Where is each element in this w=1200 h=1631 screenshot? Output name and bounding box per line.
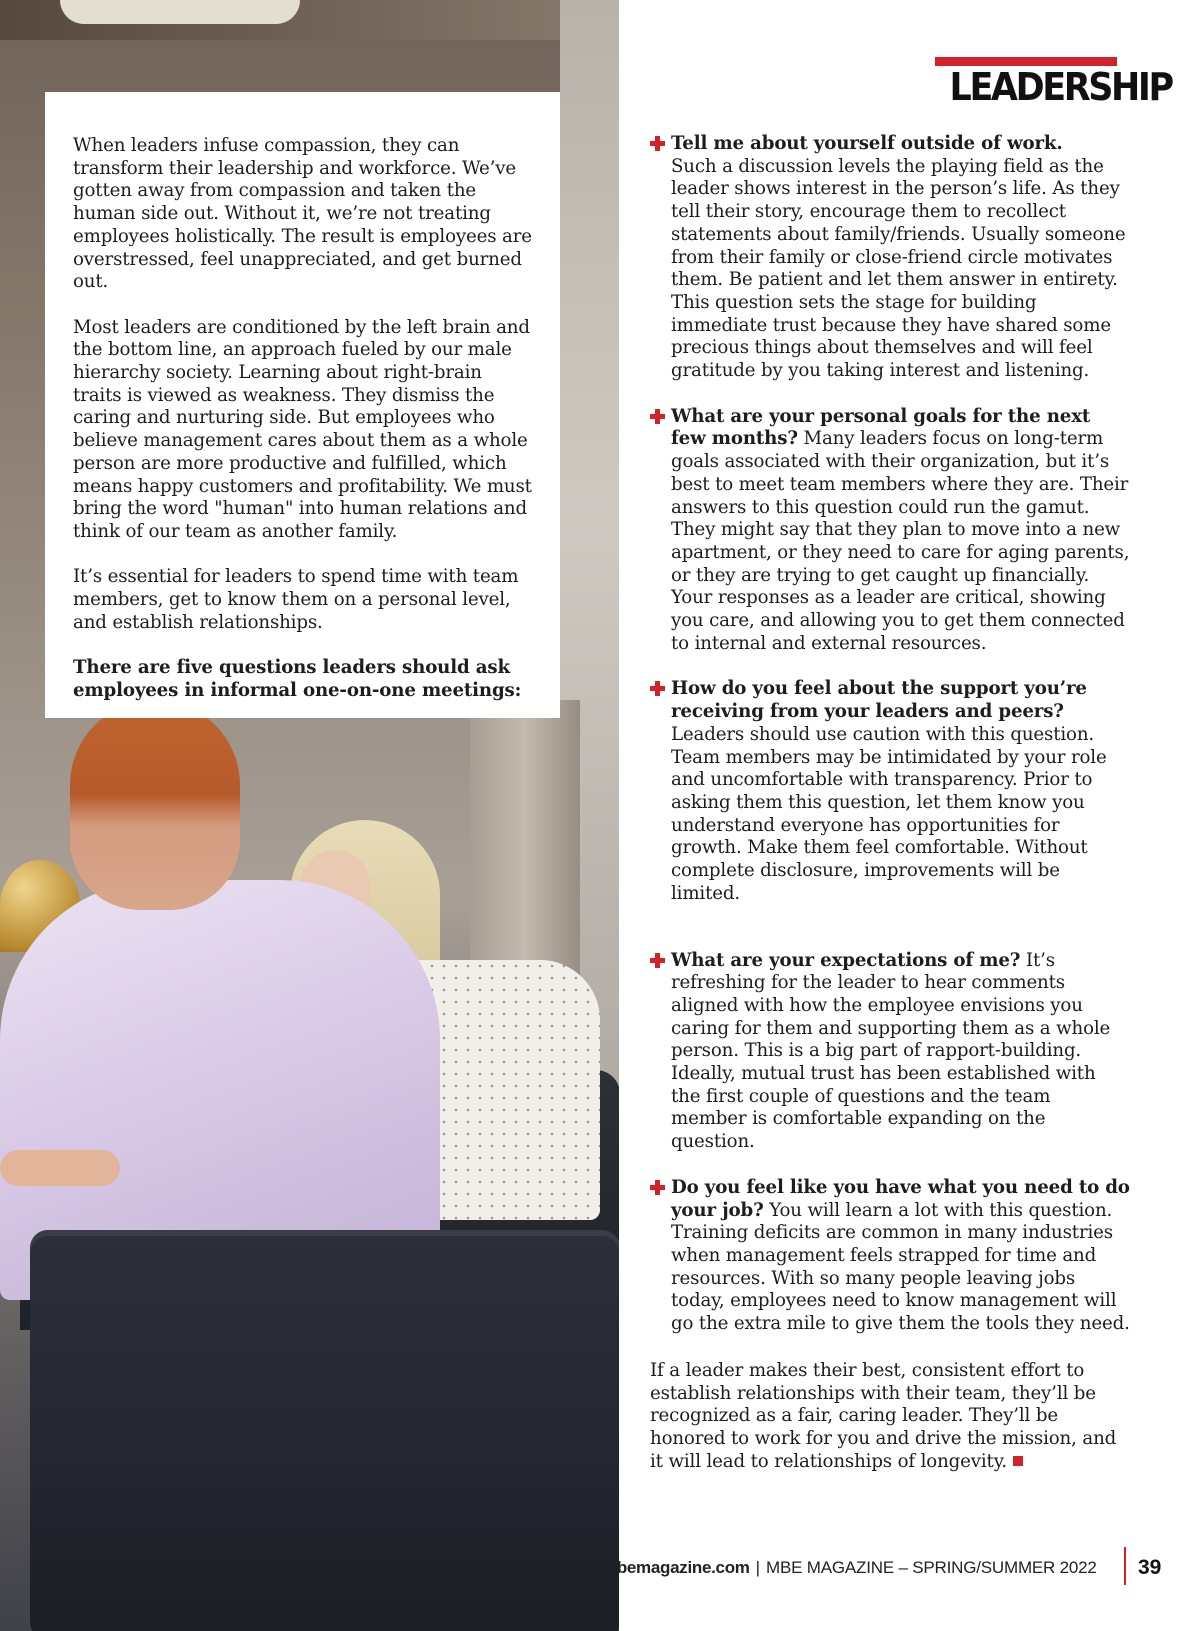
plus-icon [650, 953, 665, 968]
question-heading: Tell me about yourself outside of work. [671, 133, 1063, 154]
footer-site-link[interactable]: mbemagazine.com [602, 1558, 750, 1577]
question-item [650, 950, 1130, 1154]
question-item [650, 133, 1130, 383]
photo-man-head [70, 700, 240, 910]
question-heading: What are your expectations of me? [671, 949, 1021, 971]
question-text [671, 406, 1130, 656]
section-title: LEADERSHIP [949, 65, 1172, 109]
question-text [671, 678, 1130, 905]
intro-paragraph: Most leaders are conditioned by the left brain and the bottom line, an approach fueled by our male hierarchy society. Learning about right-brain traits is viewed as weakness. They dismiss the caring and nurturing side. But employees who believe management cares about them as a whole person are more productive and fulfilled, which means happy customers and profitability. We must bring the word "human" into human relations and think of our team as another family. [73, 316, 532, 542]
question-heading: Do you feel like you have what you need to do your job? [671, 1176, 1130, 1221]
end-mark-icon [1013, 1456, 1023, 1466]
question-heading: How do you feel about the support you’re receiving from your leaders and peers? [671, 678, 1087, 723]
question-item [650, 1177, 1130, 1336]
question-body: Many leaders focus on long-term goals associated with their organization, but it’s best to meet team members where they are. Their answers to this question could run the gamut. They might say that they plan to move into a new apartment, or they need to care for aging parents, or they are trying to get caught up financially. Your responses as a leader are critical, showing you care, and allowing you to get them connected to internal and external resources. [671, 428, 1130, 654]
question-text [671, 950, 1130, 1154]
closing-paragraph [650, 1360, 1120, 1474]
closing-text: If a leader makes their best, consistent effort to establish relationships with their team, they’ll be recognized as a fair, caring leader. They’ll be honored to work for you and drive the mission, and it will lead to relationships of longevity. [650, 1360, 1117, 1472]
question-body: It’s refreshing for the leader to hear comments aligned with how the employee envisions you caring for them and supporting them as a whole person. This is a big part of rapport-building. Ideally, mutual trust has been established with the first couple of questions and the team member is comfortable expanding on the question. [671, 949, 1111, 1153]
intro-paragraph: It’s essential for leaders to spend time with team members, get to know them on a personal level, and establish relationships. [73, 566, 519, 633]
photo-ceiling-lamp [60, 0, 300, 24]
question-heading: What are your personal goals for the next few months? [671, 405, 1091, 450]
footer-rule [1124, 1547, 1126, 1585]
plus-icon [650, 681, 665, 696]
plus-icon [650, 136, 665, 151]
intro-paragraph: When leaders infuse compassion, they can transform their leadership and workforce. We’ve gotten away from compassion and taken the human side out. Without it, we’re not treating employees holistically. The result is employees are overstressed, feel unappreciated, and get burned out. [73, 135, 532, 293]
footer-magazine: MBE MAGAZINE – SPRING/SUMMER 2022 [766, 1558, 1097, 1577]
intro-lead-in: There are five questions leaders should ask employees in informal one-on-one meetings: [73, 657, 522, 701]
question-text [671, 1177, 1130, 1336]
page-number: 39 [1138, 1556, 1162, 1579]
question-text [671, 133, 1130, 383]
photo-arm [0, 1150, 120, 1186]
plus-icon [650, 1180, 665, 1195]
intro-panel [45, 92, 560, 718]
page-footer [602, 1553, 1122, 1583]
question-body: Leaders should use caution with this question. Team members may be intimidated by your role and uncomfortable with transparency. Prior to asking them this question, let them know you understand everyone has opportunities for growth. Make them feel comfortable. Without complete disclosure, improvements will be limited. [671, 723, 1107, 904]
plus-icon [650, 409, 665, 424]
photo-sofa-front [30, 1230, 619, 1631]
questions-list [650, 133, 1130, 1359]
question-body: You will learn a lot with this question. Training deficits are common in many industries when management feels strapped for time and resources. With so many people leaving jobs today, employees need to know management will go the extra mile to give them the tools they need. [671, 1199, 1130, 1335]
question-item [650, 406, 1130, 656]
footer-separator: | [755, 1558, 761, 1577]
question-body: Such a discussion levels the playing field as the leader shows interest in the person’s life. As they tell their story, encourage them to recollect statements about family/friends. Usually someone from their family or close-friend circle motivates them. Be patient and let them answer in entirety. This question sets the stage for building immediate trust because they have shared some precious things about themselves and will feel gratitude by you taking interest and listening. [671, 155, 1126, 382]
question-item [650, 678, 1130, 905]
